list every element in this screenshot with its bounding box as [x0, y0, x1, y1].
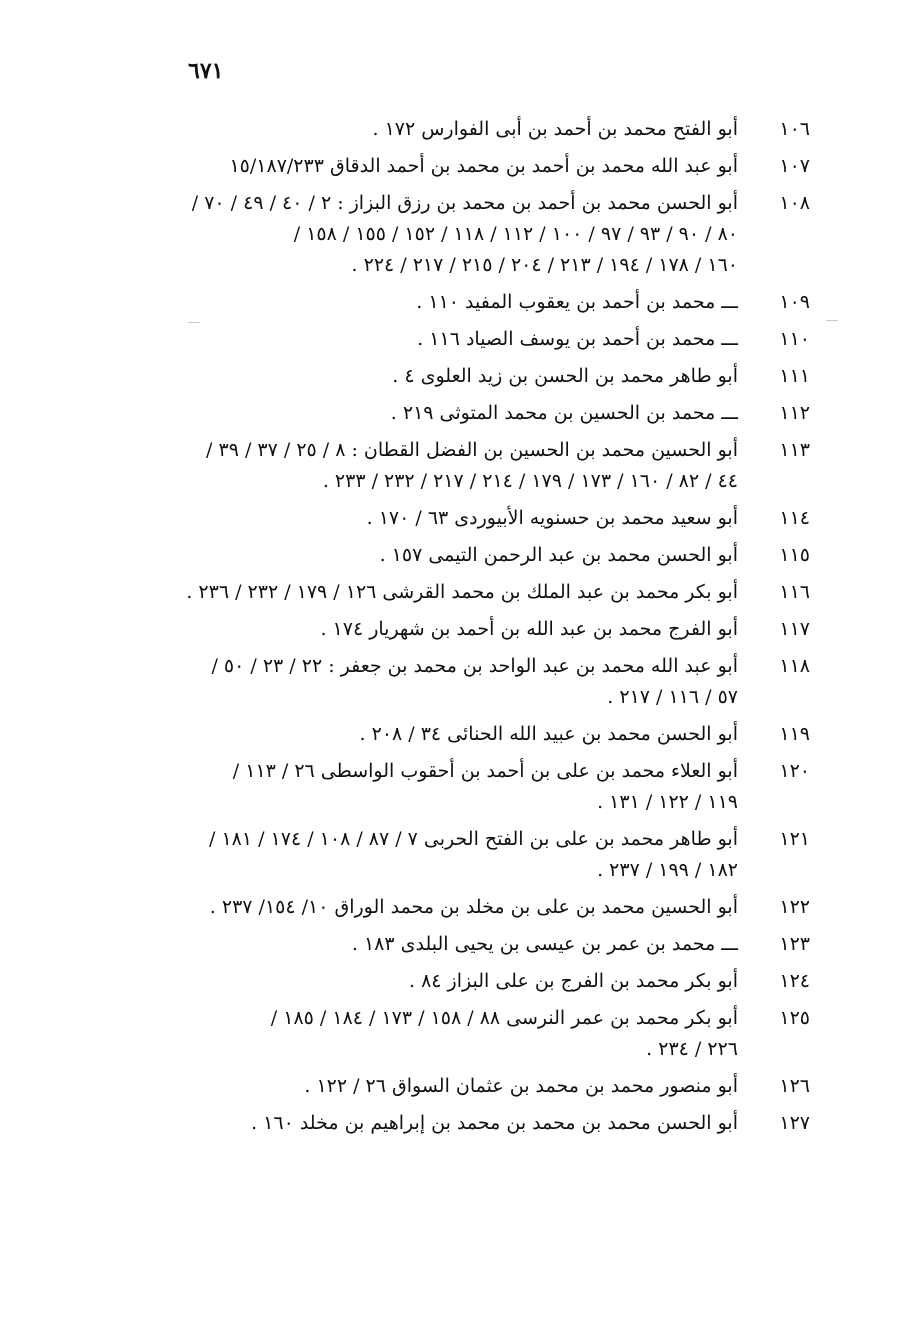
entry-line: ٨٠ / ٩٠ / ٩٣ / ٩٧ / ١٠٠ / ١١٢ / ١١٨ / ١٥٢ / ١٥٥ / ١٥٨ / — [293, 223, 738, 245]
index-entry — [150, 361, 810, 392]
index-entry — [150, 824, 810, 886]
index-entry — [150, 892, 810, 923]
entry-line: أبو الحسن محمد بن عبيد الله الحنائى ٣٤ / ٢٠٨ . — [359, 723, 738, 745]
entry-line: ـــ محمد بن عمر بن عيسى بن يحيى البلدى ١٨٣ . — [351, 933, 738, 955]
entry-line: ١١٩ / ١٢٢ / ١٣١ . — [597, 791, 738, 813]
entry-number: ١١٣ — [779, 439, 810, 461]
entry-text — [150, 287, 738, 318]
entry-line: أبو الفرج محمد بن عبد الله بن أحمد بن شهريار ١٧٤ . — [320, 618, 738, 640]
index-entry — [150, 577, 810, 608]
entry-line: أبو العلاء محمد بن على بن أحمد بن أحقوب الواسطى ٢٦ / ١١٣ / — [232, 760, 738, 782]
entry-number: ١٢٢ — [779, 896, 810, 918]
entry-line: أبو الحسين محمد بن على بن مخلد بن محمد الوراق ١٠/ ١٥٤/ ٢٣٧ . — [209, 896, 738, 918]
entry-number: ١١٤ — [779, 507, 810, 529]
entry-number: ١٠٩ — [779, 291, 810, 313]
entry-number: ١٠٦ — [779, 118, 810, 140]
entry-text — [150, 651, 738, 713]
index-entry — [150, 287, 810, 318]
entry-line: ـــ محمد بن أحمد بن يعقوب المفيد ١١٠ . — [416, 291, 738, 313]
index-entry — [150, 398, 810, 429]
entry-text — [150, 398, 738, 429]
entry-number: ١٠٧ — [779, 155, 810, 177]
entry-text — [150, 503, 738, 534]
entry-number: ١٠٨ — [779, 192, 810, 214]
entry-line: ١٦٠ / ١٧٨ / ١٩٤ / ٢١٣ / ٢٠٤ / ٢١٥ / ٢١٧ / ٢٢٤ . — [351, 254, 738, 276]
entry-number: ١٢٧ — [779, 1112, 810, 1134]
entry-line: أبو طاهر محمد بن الحسن بن زيد العلوى ٤ . — [392, 365, 738, 387]
entry-text — [150, 114, 738, 145]
entry-line: ـــ محمد بن الحسين بن محمد المتوثى ٢١٩ . — [390, 402, 738, 424]
index-entries — [150, 114, 810, 1145]
index-entry — [150, 756, 810, 818]
entry-line: أبو بكر محمد بن عمر النرسى ٨٨ / ١٥٨ / ١٧٣ / ١٨٤ / ١٨٥ / — [270, 1007, 738, 1029]
index-entry — [150, 719, 810, 750]
index-entry — [150, 540, 810, 571]
entry-text — [150, 1071, 738, 1102]
entry-number: ١١٢ — [779, 402, 810, 424]
entry-line: أبو الفتح محمد بن أحمد بن أبى الفوارس ١٧٢ . — [372, 118, 738, 140]
entry-line: ٢٢٦ / ٢٣٤ . — [646, 1038, 738, 1060]
index-entry — [150, 966, 810, 997]
scan-mark — [826, 320, 838, 321]
entry-text — [150, 929, 738, 960]
entry-text — [150, 361, 738, 392]
entry-number: ١١٨ — [779, 655, 810, 677]
index-entry — [150, 114, 810, 145]
entry-line: أبو عبد الله محمد بن عبد الواحد بن محمد بن جعفر : ٢٢ / ٢٣ / ٥٠ / — [211, 655, 738, 677]
entry-text — [150, 756, 738, 818]
entry-number: ١١٩ — [779, 723, 810, 745]
entry-text — [150, 188, 738, 281]
entry-number: ١٢١ — [779, 828, 810, 850]
entry-text — [150, 540, 738, 571]
index-entry — [150, 929, 810, 960]
entry-number: ١٢٣ — [779, 933, 810, 955]
index-entry — [150, 1003, 810, 1065]
entry-text — [150, 1003, 738, 1065]
entry-text — [150, 151, 738, 182]
index-entry — [150, 1108, 810, 1139]
entry-number: ١١٠ — [779, 328, 810, 350]
index-entry — [150, 503, 810, 534]
index-entry — [150, 614, 810, 645]
entry-text — [150, 824, 738, 886]
entry-line: أبو بكر محمد بن عبد الملك بن محمد القرشى ١٢٦ / ١٧٩ / ٢٣٢ / ٢٣٦ . — [186, 581, 738, 603]
entry-line: ـــ محمد بن أحمد بن يوسف الصياد ١١٦ . — [417, 328, 738, 350]
index-entry — [150, 324, 810, 355]
entry-text — [150, 719, 738, 750]
page-number: ٦٧١ — [188, 58, 224, 84]
entry-line: أبو الحسن محمد بن محمد بن محمد بن إبراهيم بن مخلد ١٦٠ . — [251, 1112, 738, 1134]
index-entry — [150, 651, 810, 713]
entry-line: أبو سعيد محمد بن حسنويه الأبيوردى ٦٣ / ١٧٠ . — [366, 507, 738, 529]
entry-line: أبو بكر محمد بن الفرج بن على البزاز ٨٤ . — [408, 970, 738, 992]
entry-number: ١١٥ — [779, 544, 810, 566]
entry-number: ١١١ — [779, 365, 810, 387]
entry-line: ١٨٢ / ١٩٩ / ٢٣٧ . — [597, 859, 738, 881]
entry-number: ١٢٠ — [779, 760, 810, 782]
entry-line: أبو عبد الله محمد بن أحمد بن محمد بن أحمد الدقاق ١٥/١٨٧/٢٣٣ — [229, 155, 738, 177]
entry-line: أبو الحسن محمد بن عبد الرحمن التيمى ١٥٧ . — [379, 544, 738, 566]
index-entry — [150, 1071, 810, 1102]
entry-number: ١٢٥ — [779, 1007, 810, 1029]
entry-line: أبو منصور محمد بن محمد بن عثمان السواق ٢٦ / ١٢٢ . — [304, 1075, 738, 1097]
entry-number: ١٢٦ — [779, 1075, 810, 1097]
entry-line: ٥٧ / ١١٦ / ٢١٧ . — [607, 686, 738, 708]
entry-number: ١١٦ — [779, 581, 810, 603]
entry-line: أبو طاهر محمد بن على بن الفتح الحربى ٧ / ٨٧ / ١٠٨ / ١٧٤ / ١٨١ / — [208, 828, 738, 850]
entry-text — [150, 966, 738, 997]
entry-text — [150, 892, 738, 923]
entry-text — [150, 1108, 738, 1139]
scan-mark — [188, 322, 200, 323]
index-entry — [150, 188, 810, 281]
entry-line: أبو الحسن محمد بن أحمد بن محمد بن رزق البزاز : ٢ / ٤٠ / ٤٩ / ٧٠ / — [191, 192, 738, 214]
entry-number: ١٢٤ — [779, 970, 810, 992]
index-entry — [150, 435, 810, 497]
entry-text — [150, 577, 738, 608]
entry-text — [150, 614, 738, 645]
entry-line: أبو الحسين محمد بن الحسين بن الفضل القطان : ٨ / ٢٥ / ٣٧ / ٣٩ / — [206, 439, 738, 461]
entry-number: ١١٧ — [779, 618, 810, 640]
entry-line: ٤٤ / ٨٢ / ١٦٠ / ١٧٣ / ١٧٩ / ٢١٤ / ٢١٧ / ٢٣٢ / ٢٣٣ . — [322, 470, 738, 492]
entry-text — [150, 324, 738, 355]
entry-text — [150, 435, 738, 497]
index-entry — [150, 151, 810, 182]
